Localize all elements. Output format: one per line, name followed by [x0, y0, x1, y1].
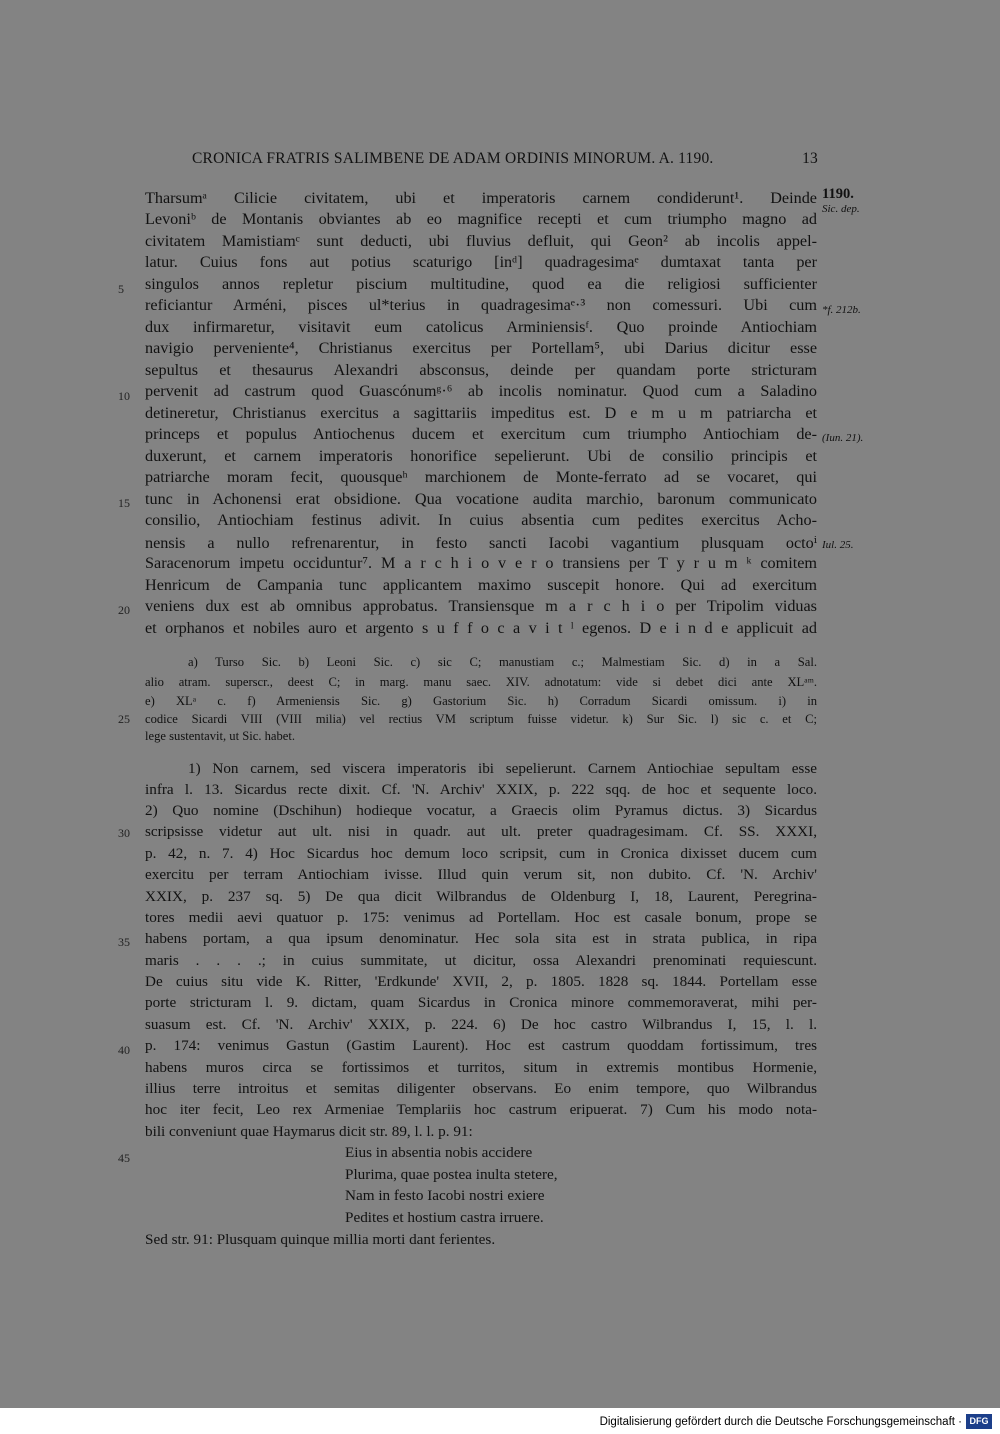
commentary-line: porte stricturam l. 9. dictam, quam Sicardus in Cronica minore commemoraverat, mihi per- [145, 994, 817, 1011]
commentary-line: habens muros circa se fortissimos et turritos, situm in extremis montibus Hormenie, [145, 1059, 817, 1076]
running-header [192, 150, 818, 168]
body-line: princeps et populus Antiochenus ducem et exercitum cum triumpho Antiochiam de- [145, 425, 817, 443]
running-title: CRONICA FRATRIS SALIMBENE DE ADAM ORDINIS MINORUM. A. 1190. [192, 150, 714, 167]
body-line: tunc in Achonensi erat obsidione. Qua vocatione audita marchio, baronum communicato [145, 490, 817, 508]
closing-line: Sed str. 91: Plusquam quinque millia morti dant ferientes. [145, 1231, 496, 1248]
dfg-logo: DFG [966, 1414, 992, 1429]
apparatus-line: e) XLᵃ c. f) Armeniensis Sic. g) Gastorium Sic. h) Corradum Sicardi omissum. i) in [145, 694, 817, 708]
line-number: 10 [118, 389, 130, 403]
line-number: 45 [118, 1151, 130, 1165]
body-line: latur. Cuius fons aut potius scaturigo [inᵈ] quadragesimaᵉ dumtaxat tanta per [145, 253, 817, 271]
body-line: civitatem Mamistiamᶜ sunt deducti, ubi fluvius defluit, qui Geon² ab incolis appel- [145, 232, 817, 250]
body-line: reficiantur Arméni, pisces ul*terius in quadragesimaᵉ·³ non comessuri. Ubi cum [145, 296, 817, 314]
commentary-line: infra l. 13. Sicardus recte dixit. Cf. 'N. Archiv' XXIX, p. 222 sqq. de hoc et sequente loco. [145, 781, 817, 798]
body-line: pervenit ad castrum quod Guascónumᵍ·⁶ ab incolis nominatur. Quod cum a Saladino [145, 382, 817, 400]
margin-date-july: Iul. 25. [822, 539, 854, 551]
commentary-line: illius terre introitus et semitas diligenter observans. Eo enim tempore, quo Wilbrandus [145, 1080, 817, 1097]
commentary-line: hoc iter fecit, Leo rex Armeniae Templariis hoc castrum eripuerat. 7) Cum his modo nota- [145, 1101, 817, 1118]
body-line: duxerunt, et carnem imperatoris honorifice sepelierunt. Ubi de consilio principis et [145, 447, 817, 465]
line-number: 35 [118, 935, 130, 949]
margin-date-june: (Iun. 21). [822, 432, 864, 444]
verse-line: Pedites et hostium castra irruere. [345, 1209, 544, 1226]
verse-line: Plurima, quae postea inulta stetere, [345, 1166, 558, 1183]
commentary-line: p. 42, n. 7. 4) Hoc Sicardus hoc demum loco scripsit, cum in Cronica dixisset ducem cum [145, 845, 817, 862]
apparatus-line: a) Turso Sic. b) Leoni Sic. c) sic C; manustiam c.; Malmestiam Sic. d) in a Sal. [188, 655, 817, 669]
commentary-line: maris . . . .; in cuius summitate, ut dicitur, ossa Alexandri prenominati requiescunt. [145, 952, 817, 969]
body-line: singulos annos repletur piscium multitudine, quod ea die religiosi sufficienter [145, 275, 817, 293]
commentary-line: scripsisse videtur aut ult. nisi in quadr. aut ult. preter quadragesimam. Cf. SS. XXXI, [145, 823, 817, 840]
margin-folio: *f. 212b. [822, 304, 861, 316]
commentary-line: 1) Non carnem, sed viscera imperatoris ibi sepelierunt. Carnem Antiochiae sepultam esse [188, 760, 817, 777]
body-line: dux infirmaretur, visitavit eum catolicus Arminiensisᶠ. Quo proinde Antiochiam [145, 318, 817, 336]
body-line: et orphanos et nobiles auro et argento s u f f o c a v i t ˡ egenos. D e i n d e applicuit ad [145, 619, 817, 637]
apparatus-line: lege sustentavit, ut Sic. habet. [145, 729, 296, 743]
commentary-line: De cuius situ vide K. Ritter, 'Erdkunde' XVII, 2, p. 1805. 1828 sq. 1844. Portellam esse [145, 973, 817, 990]
commentary-line: bili conveniunt quae Haymarus dicit str. 89, l. l. p. 91: [145, 1123, 473, 1140]
body-line: patriarche moram fecit, quousqueʰ marchionem de Monte-ferrato ad se vocaret, qui [145, 468, 817, 486]
margin-year: 1190. [822, 186, 854, 202]
footer-bar [0, 1408, 1000, 1434]
commentary-line: suasum est. Cf. 'N. Archiv' XXIX, p. 224. 6) De hoc castro Wilbrandus I, 15, l. l. [145, 1016, 817, 1033]
body-line: sepultus et thesaurus Alexandri absconsus, deinde per quandam porte stricturam [145, 361, 817, 379]
body-line: Tharsumᵃ Cilicie civitatem, ubi et imperatoris carnem condiderunt¹. Deinde [145, 189, 817, 207]
body-line: nensis a nullo refrenarentur, in festo sancti Iacobi vagantium plusquam octoⁱ [145, 534, 817, 552]
body-line: detineretur, Christianus exercitus a sagittariis impeditus est. D e m u m patriarcha et [145, 404, 817, 422]
apparatus-line: alio atram. superscr., deest C; in marg. manu saec. XIV. adnotatum: vide si debet dici ante XLᵃᵐ. [145, 675, 817, 689]
apparatus-line: codice Sicardi VIII (VIII milia) vel rectius VM scriptum fuisse videtur. k) Sur Sic. l) sic c. et C; [145, 712, 817, 726]
body-line: Levoniᵇ de Montanis obviantes ab eo magnifice recepti et cum triumpho magno ad [145, 210, 817, 228]
margin-source: Sic. dep. [822, 203, 860, 215]
body-line: Saracenorum impetu occiduntur⁷. M a r c h i o v e r o transiens per T y r u m ᵏ comitem [145, 554, 817, 572]
line-number: 40 [118, 1043, 130, 1057]
line-number: 30 [118, 826, 130, 840]
body-line: Henricum de Campania tunc applicantem maximo suscepit honore. Qui ad exercitum [145, 576, 817, 594]
commentary-line: p. 174: venimus Gastun (Gastim Laurent). Hoc est castrum quoddam fortissimum, tres [145, 1037, 817, 1054]
commentary-line: exercitu per terram Antiochiam ivisse. Illud quin verum sit, non dubito. Cf. 'N. Archiv' [145, 866, 817, 883]
page-number: 13 [802, 150, 818, 167]
verse-line: Eius in absentia nobis accidere [345, 1144, 533, 1161]
body-line: veniens dux est ab omnibus approbatus. Transiensque m a r c h i o per Tripolim viduas [145, 597, 817, 615]
commentary-line: tores medii aevi quatuor p. 175: venimus ad Portellam. Hoc est casale bonum, prope se [145, 909, 817, 926]
line-number: 20 [118, 603, 130, 617]
line-number: 5 [118, 282, 124, 296]
commentary-line: XXIX, p. 237 sq. 5) De qua dicit Wilbrandus de Oldenburg I, 18, Laurent, Peregrina- [145, 888, 817, 905]
verse-line: Nam in festo Iacobi nostri exiere [345, 1187, 545, 1204]
body-line: consilio, Antiochiam festinus adivit. In cuius absentia cum pedites exercitus Acho- [145, 511, 817, 529]
commentary-line: habens portam, a qua ipsum denominatur. Hec sola sita est in strata publica, in ripa [145, 930, 817, 947]
line-number: 25 [118, 712, 130, 726]
line-number: 15 [118, 496, 130, 510]
funding-notice: Digitalisierung gefördert durch die Deutsche Forschungsgemeinschaft · [599, 1416, 962, 1428]
commentary-line: 2) Quo nomine (Dschihun) hodieque vocatur, a Graecis olim Pyramus dictus. 3) Sicardus [145, 802, 817, 819]
body-line: navigio perveniente⁴, Christianus exercitus per Portellam⁵, ubi Darius dicitur esse [145, 339, 817, 357]
